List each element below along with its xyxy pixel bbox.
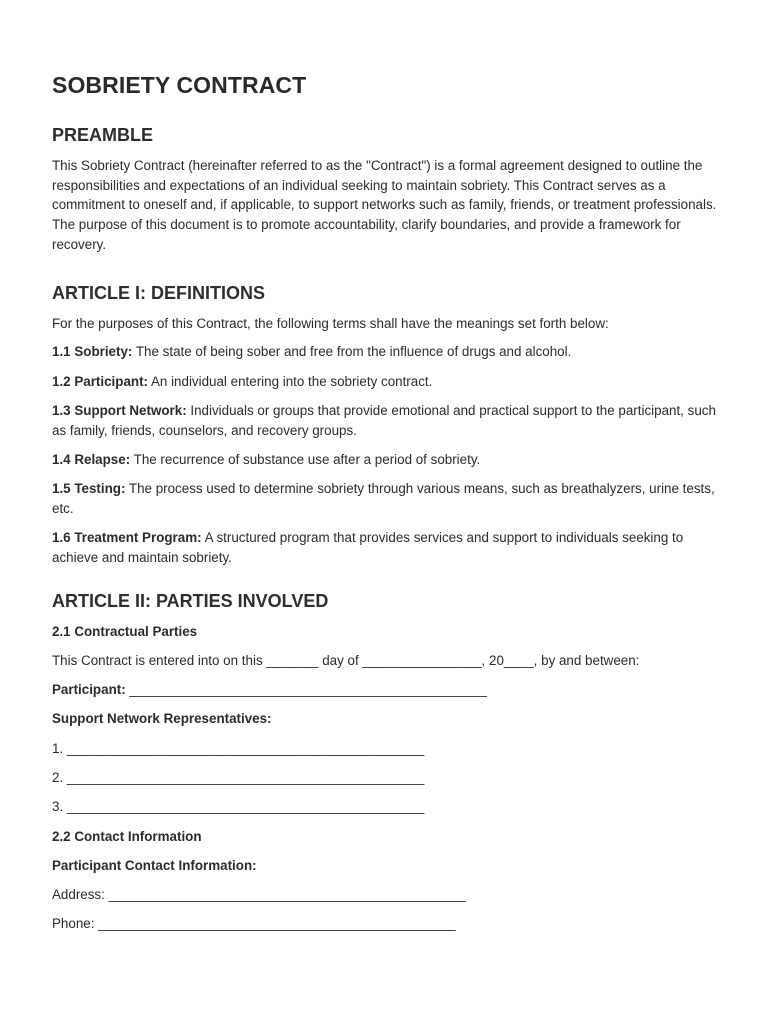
support-reps-label: Support Network Representatives: xyxy=(52,711,272,727)
definition-term: 1.2 Participant: xyxy=(52,373,148,389)
participant-blank: ________________________________________________ xyxy=(125,682,487,698)
definition-item xyxy=(52,528,720,567)
definition-text: An individual entering into the sobriety contract. xyxy=(148,373,433,389)
document-title: SOBRIETY CONTRACT xyxy=(52,72,307,98)
article-1-heading: ARTICLE I: DEFINITIONS xyxy=(52,282,265,303)
definition-term: 1.6 Treatment Program: xyxy=(52,530,202,546)
entered-into-line: This Contract is entered into on this _______ day of ________________, 20____, by and between: xyxy=(52,652,640,668)
definition-term: 1.4 Relapse: xyxy=(52,451,131,467)
support-rep-line: 3. ________________________________________________ xyxy=(52,799,425,815)
article-2-heading: ARTICLE II: PARTIES INVOLVED xyxy=(52,590,329,611)
support-rep-line: 1. ________________________________________________ xyxy=(52,740,425,756)
definition-text: The state of being sober and free from the influence of drugs and alcohol. xyxy=(132,344,572,360)
definition-item xyxy=(52,372,720,392)
preamble-body: This Sobriety Contract (hereinafter referred to as the "Contract") is a formal agreement designed to outline the responsibilities and expectations of an individual seeking to maintain sobriety. This Contract serves as a commitment to oneself and, if applicable, to support networks such as family, friends, or treatment professionals. The purpose of this document is to promote accountability, clarify boundaries, and provide a framework for recovery. xyxy=(52,158,717,252)
support-rep-line: 2. ________________________________________________ xyxy=(52,770,425,785)
address-line: Address: ________________________________________________ xyxy=(52,887,467,903)
definition-item xyxy=(52,342,720,362)
definition-term: 1.3 Support Network: xyxy=(52,402,187,418)
participant-label: Participant: xyxy=(52,682,126,698)
preamble-heading: PREAMBLE xyxy=(52,125,154,145)
definition-item xyxy=(52,401,720,440)
definition-item xyxy=(52,450,720,470)
definition-text: Individuals or groups that provide emotional and practical support to the participant, such as family, friends, counselors, and recovery groups. xyxy=(52,402,716,438)
definition-item xyxy=(52,479,720,518)
contractual-parties-subheading: 2.1 Contractual Parties xyxy=(52,623,198,639)
definition-text: The process used to determine sobriety through various means, such as breathalyzers, urine tests, etc. xyxy=(52,481,715,516)
definitions-intro: For the purposes of this Contract, the following terms shall have the meanings set forth below: xyxy=(52,315,609,331)
participant-signature-line xyxy=(52,680,720,700)
participant-contact-label: Participant Contact Information: xyxy=(52,857,257,873)
definition-text: A structured program that provides services and support to individuals seeking to achieve and maintain sobriety. xyxy=(52,530,684,565)
phone-line: Phone: ________________________________________________ xyxy=(52,916,456,932)
definition-term: 1.5 Testing: xyxy=(52,481,126,497)
document-page xyxy=(52,68,720,944)
contact-info-subheading: 2.2 Contact Information xyxy=(52,828,202,844)
definition-term: 1.1 Sobriety: xyxy=(52,344,133,360)
definition-text: The recurrence of substance use after a period of sobriety. xyxy=(130,451,481,467)
